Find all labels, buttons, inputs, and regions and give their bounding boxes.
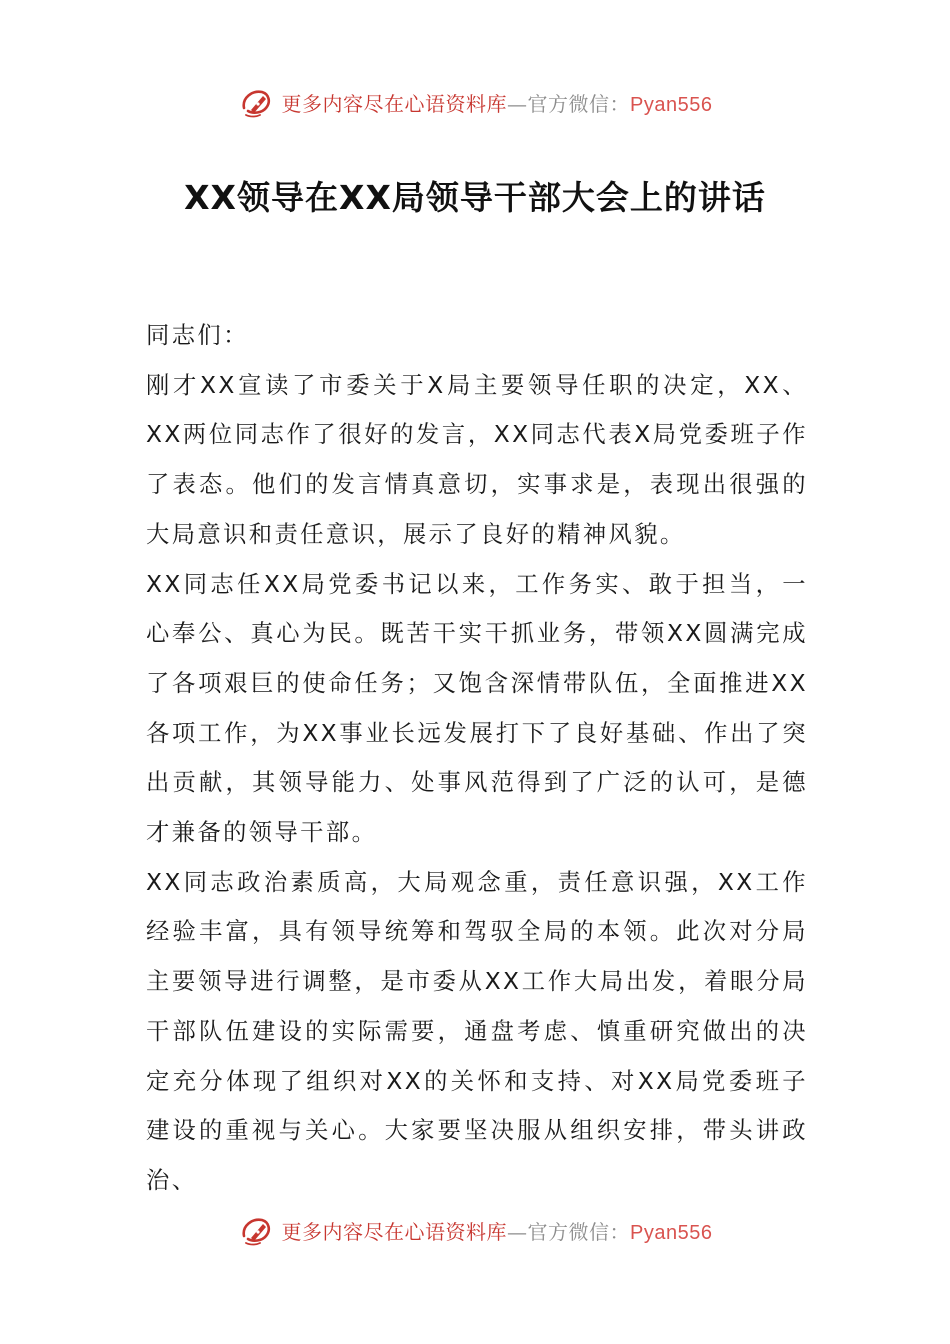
document-title: XX领导在XX局领导干部大会上的讲话: [184, 178, 766, 217]
pen-nib-swirl-icon: [238, 1212, 274, 1248]
document-body: [146, 311, 808, 1206]
header-watermark: [0, 82, 950, 122]
watermark-prefix: 更多内容尽在心语资料库: [281, 91, 508, 116]
footer-watermark: [0, 1210, 950, 1250]
watermark-text: [282, 88, 713, 117]
pen-nib-swirl-icon: [238, 84, 274, 120]
watermark-dash: —: [507, 1219, 528, 1244]
watermark-official-label: 官方微信：: [527, 1219, 631, 1244]
paragraph: XX同志任XX局党委书记以来，工作务实、敢于担当，一心奉公、真心为民。既苦干实干抓业务，带领XX圆满完成了各项艰巨的使命任务；又饱含深情带队伍，全面推进XX各项工作，为XX事业长远发展打下了良好基础、作出了突出贡献，其领导能力、处事风范得到了广泛的认可，是德才兼备的领导干部。: [146, 570, 808, 847]
watermark-text: [282, 1216, 713, 1245]
watermark-wechat-id: Pyan556: [630, 1221, 713, 1244]
paragraph: 同志们：: [146, 322, 249, 349]
watermark-wechat-id: Pyan556: [630, 93, 713, 116]
watermark-dash: —: [507, 91, 528, 116]
watermark-official-label: 官方微信：: [527, 91, 631, 116]
paragraph: XX同志政治素质高，大局观念重，责任意识强，XX工作经验丰富，具有领导统筹和驾驭全局的本领。此次对分局主要领导进行调整，是市委从XX工作大局出发，着眼分局干部队伍建设的实际需要，通盘考虑、慎重研究做出的决定充分体现了组织对XX的关怀和支持、对XX局党委班子建设的重视与关心。大家要坚决服从组织安排，带头讲政治、: [146, 868, 808, 1194]
watermark-prefix: 更多内容尽在心语资料库: [281, 1219, 508, 1244]
paragraph: 刚才XX宣读了市委关于X局主要领导任职的决定，XX、XX两位同志作了很好的发言，XX同志代表X局党委班子作了表态。他们的发言情真意切，实事求是，表现出很强的大局意识和责任意识，展示了良好的精神风貌。: [146, 371, 808, 548]
